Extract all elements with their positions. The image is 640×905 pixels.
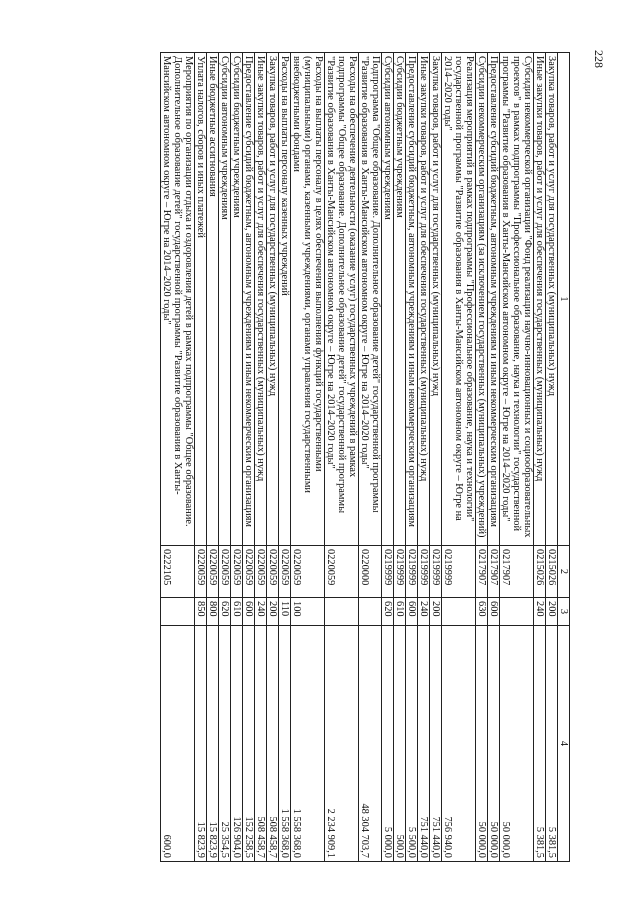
row-type [500, 598, 534, 626]
table-row [267, 53, 279, 862]
row-type: 110 [279, 598, 291, 626]
row-name: Субсидии автономным учреждениям [382, 53, 394, 546]
row-name: Закупка товаров, работ и услуг для государственных (муниципальных) нужд [430, 53, 442, 546]
table-row [195, 53, 207, 862]
row-amount: 5 381,5 [534, 626, 546, 862]
rotated-page [80, 52, 570, 861]
row-name: Субсидии бюджетным учреждениям [394, 53, 406, 546]
row-code: 0219999 [394, 546, 406, 598]
row-name: Расходы на обеспечение деятельности (оказание услуг) государственных учреждений в рамках подпрограммы "Общее образование. Дополнительное образование детей" государственной программы "Развитие образования в Ханты-Мансийском автономном округе – Югре на 2014–2020 годы" [325, 53, 359, 546]
table-row [382, 53, 394, 862]
row-name: Реализация мероприятий в рамках подпрограммы "Профессиональное образование, наука и технологии" государственной программы "Развитие образования в Ханты-Мансийском автономном округе – Югре на 2014–2020 годы" [442, 53, 476, 546]
row-type: 200 [546, 598, 558, 626]
row-amount: 126 904,0 [231, 626, 243, 862]
table-body [161, 53, 558, 862]
row-code: 0220000 [359, 546, 382, 598]
table-row [442, 53, 476, 862]
row-type: 200 [267, 598, 279, 626]
row-code: 0220059 [219, 546, 231, 598]
row-amount: 1 558 368,0 [279, 626, 291, 862]
row-type: 620 [219, 598, 231, 626]
row-amount: 751 440,0 [418, 626, 430, 862]
row-code: 0220059 [291, 546, 325, 598]
row-code: 0219999 [418, 546, 430, 598]
row-name: Мероприятия по организации отдыха и оздоровления детей в рамках подпрограммы "Общее образование. Дополнительное образование детей" государственной программы "Развитие образования в Ханты-Мансийском автономном округе – Югре на 2014–2020 годы" [161, 53, 195, 546]
row-type: 240 [418, 598, 430, 626]
row-amount: 756 940,0 [442, 626, 476, 862]
row-code: 0215026 [546, 546, 558, 598]
table-row [394, 53, 406, 862]
table-row [430, 53, 442, 862]
row-type: 200 [430, 598, 442, 626]
table-row [279, 53, 291, 862]
header-col-2: 2 [558, 546, 570, 598]
row-type: 630 [476, 598, 488, 626]
budget-table [160, 52, 570, 862]
table-row [546, 53, 558, 862]
header-col-3: 3 [558, 598, 570, 626]
row-code: 0222105 [161, 546, 195, 598]
row-amount: 500,0 [394, 626, 406, 862]
row-type: 610 [231, 598, 243, 626]
row-name: Субсидии некоммерческим организациям (за исключением государственных (муниципальных) учреждений) [476, 53, 488, 546]
table-row [500, 53, 534, 862]
row-name: Предоставление субсидий бюджетным, автономным учреждениям и иным некоммерческим организациям [243, 53, 255, 546]
row-type: 240 [534, 598, 546, 626]
row-type: 240 [255, 598, 267, 626]
row-name: Иные закупки товаров, работ и услуг для обеспечения государственных (муниципальных) нужд [418, 53, 430, 546]
table-row [291, 53, 325, 862]
row-name: Уплата налогов, сборов и иных платежей [195, 53, 207, 546]
row-amount: 5 381,5 [546, 626, 558, 862]
row-name: Субсидии автономным учреждениям [219, 53, 231, 546]
row-amount: 48 304 703,7 [359, 626, 382, 862]
row-code: 0220059 [243, 546, 255, 598]
row-name: Закупка товаров, работ и услуг для государственных (муниципальных) нужд [267, 53, 279, 546]
row-name: Подпрограмма "Общее образование. Дополнительное образование детей" государственной программы "Развитие образования в Ханты-Мансийском автономном округе – Югре на 2014–2020 годы" [359, 53, 382, 546]
row-code: 0217907 [488, 546, 500, 598]
row-code: 0217907 [476, 546, 488, 598]
row-amount: 1 558 368,0 [291, 626, 325, 862]
row-code: 0220059 [267, 546, 279, 598]
table-row [359, 53, 382, 862]
table-row [476, 53, 488, 862]
row-name: Предоставление субсидий бюджетным, автономным учреждениям и иным некоммерческим организациям [488, 53, 500, 546]
table-row [207, 53, 219, 862]
row-amount: 15 823,9 [195, 626, 207, 862]
table-row [488, 53, 500, 862]
table-row [243, 53, 255, 862]
row-amount: 50 000,0 [476, 626, 488, 862]
row-code: 0220059 [231, 546, 243, 598]
row-type: 600 [488, 598, 500, 626]
row-code: 0219999 [406, 546, 418, 598]
row-name: Субсидии некоммерческой организации "Фонд реализации научно-инновационных и социообразовательных проектов" в рамках подпрограммы "Профессиональное образование, наука и технологии" государственной программы "Развитие образования в Ханты-Мансийском автономном округе – Югре на 2014–2020 годы" [500, 53, 534, 546]
row-type [325, 598, 359, 626]
row-amount: 50 000,0 [500, 626, 534, 862]
row-name: Иные бюджетные ассигнования [207, 53, 219, 546]
table-row [418, 53, 430, 862]
header-col-1: 1 [558, 53, 570, 546]
row-type: 850 [195, 598, 207, 626]
row-code: 0215026 [534, 546, 546, 598]
row-type: 100 [291, 598, 325, 626]
table-row [161, 53, 195, 862]
table-row [231, 53, 243, 862]
row-type: 600 [243, 598, 255, 626]
row-name: Расходы на выплаты персоналу в целях обеспечения выполнения функций государственными (муниципальными) органами, казенными учреждениями, органами управления государственными внебюджетными фондами [291, 53, 325, 546]
row-name: Расходы на выплаты персоналу казенных учреждений [279, 53, 291, 546]
row-name: Предоставление субсидий бюджетным, автономным учреждениям и иным некоммерческим организациям [406, 53, 418, 546]
row-amount: 751 440,0 [430, 626, 442, 862]
row-code: 0219999 [430, 546, 442, 598]
row-type: 620 [382, 598, 394, 626]
header-row [558, 53, 570, 862]
table-row [255, 53, 267, 862]
row-amount: 15 823,9 [207, 626, 219, 862]
row-name: Субсидии бюджетным учреждениям [231, 53, 243, 546]
row-type: 800 [207, 598, 219, 626]
row-name: Закупка товаров, работ и услуг для государственных (муниципальных) нужд [546, 53, 558, 546]
table-row [219, 53, 231, 862]
row-type [161, 598, 195, 626]
row-amount: 5 000,0 [382, 626, 394, 862]
page-number: 228 [592, 50, 606, 68]
row-type: 610 [394, 598, 406, 626]
row-type [442, 598, 476, 626]
header-col-4: 4 [558, 626, 570, 862]
row-amount: 600,0 [161, 626, 195, 862]
row-code: 0217907 [500, 546, 534, 598]
row-code: 0220059 [279, 546, 291, 598]
row-code: 0220059 [207, 546, 219, 598]
row-name: Иные закупки товаров, работ и услуг для обеспечения государственных (муниципальных) нужд [255, 53, 267, 546]
table-row [406, 53, 418, 862]
row-amount: 152 258,5 [243, 626, 255, 862]
row-amount: 25 354,5 [219, 626, 231, 862]
row-amount: 508 458,7 [267, 626, 279, 862]
row-code: 0220059 [325, 546, 359, 598]
row-amount: 5 500,0 [406, 626, 418, 862]
row-amount: 508 458,7 [255, 626, 267, 862]
table-row [325, 53, 359, 862]
row-amount: 50 000,0 [488, 626, 500, 862]
row-code: 0220059 [255, 546, 267, 598]
row-code: 0219999 [442, 546, 476, 598]
row-amount: 2 234 909,1 [325, 626, 359, 862]
row-name: Иные закупки товаров, работ и услуг для обеспечения государственных (муниципальных) нужд [534, 53, 546, 546]
row-code: 0219999 [382, 546, 394, 598]
table-row [534, 53, 546, 862]
row-type: 600 [406, 598, 418, 626]
row-code: 0220059 [195, 546, 207, 598]
row-type [359, 598, 382, 626]
